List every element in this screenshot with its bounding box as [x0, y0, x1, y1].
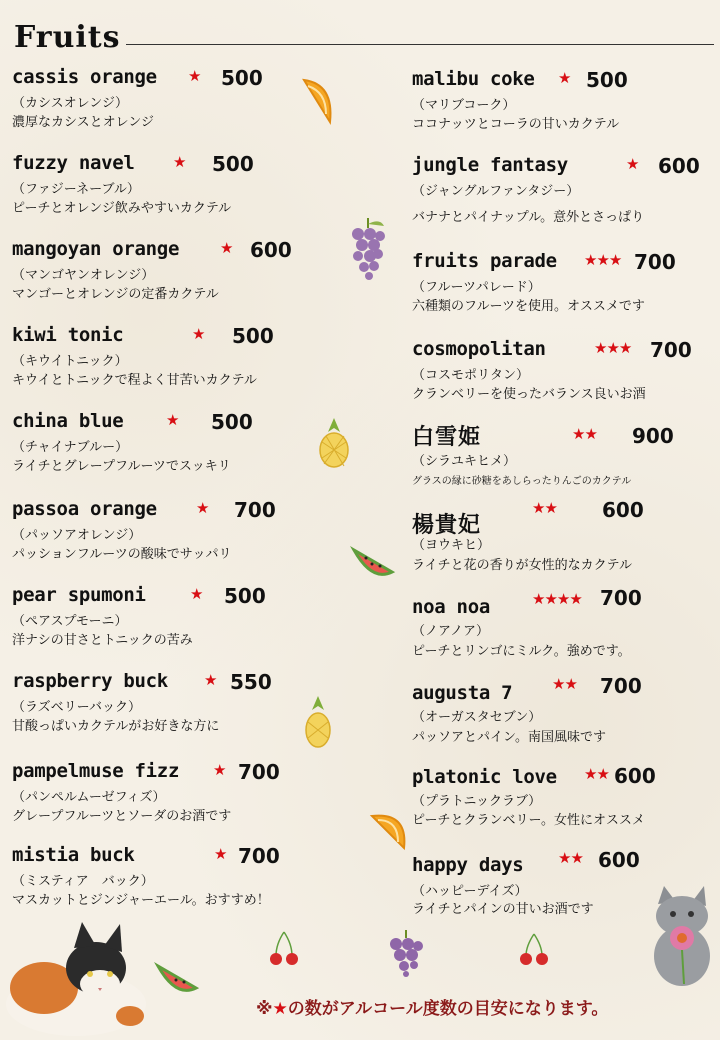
- note-text: の数がアルコール度数の目安になります。: [287, 999, 609, 1019]
- grey-cat-with-flower-icon: [640, 886, 720, 986]
- menu-header: [14, 18, 704, 62]
- orange-slice-icon: [296, 74, 338, 126]
- drink-name: 白雪姫: [412, 424, 482, 450]
- drink-reading: （マリブコーク）: [412, 98, 516, 113]
- alcohol-strength-note: [256, 994, 608, 1019]
- strength-stars: ★: [190, 585, 203, 603]
- drink-reading: （ヨウキヒ）: [412, 538, 491, 553]
- drink-description: グレープフルーツとソーダのお酒です: [12, 809, 232, 824]
- drink-description: ライチとグレープフルーツでスッキリ: [12, 459, 231, 474]
- drink-name: platonic love: [412, 766, 557, 788]
- menu-item: [12, 844, 402, 924]
- grapes-icon: [348, 216, 388, 282]
- drink-reading: （ノアノア）: [412, 624, 489, 639]
- strength-stars: ★: [626, 155, 639, 173]
- drink-price: 600: [658, 154, 700, 178]
- menu-item: [12, 670, 402, 750]
- grapes-icon: [384, 928, 428, 978]
- drink-price: 500: [232, 324, 274, 348]
- menu-item: [12, 760, 402, 840]
- strength-stars: ★★: [572, 425, 597, 443]
- drink-name: fruits parade: [412, 250, 557, 272]
- drink-name: 楊貴妃: [412, 512, 482, 538]
- drink-reading: （ペアスプモーニ）: [12, 614, 128, 629]
- note-prefix: ※: [256, 999, 273, 1019]
- drink-reading: （コスモポリタン）: [412, 368, 530, 383]
- strength-stars: ★★★★: [532, 590, 582, 608]
- drink-name: pear spumoni: [12, 584, 146, 606]
- menu-item: [412, 250, 712, 330]
- drink-price: 900: [632, 424, 674, 448]
- strength-stars: ★: [196, 499, 209, 517]
- strength-stars: ★★: [584, 765, 609, 783]
- orange-slice-icon: [368, 808, 410, 852]
- menu-item: [412, 498, 712, 578]
- strength-stars: ★★: [552, 675, 577, 693]
- star-icon: ★: [272, 999, 288, 1019]
- strength-stars: ★: [192, 325, 205, 343]
- drink-name: cassis orange: [12, 66, 157, 88]
- drink-price: 700: [238, 760, 280, 784]
- page-title: Fruits: [14, 20, 121, 55]
- drink-description: マスカットとジンジャーエール。おすすめ！: [12, 893, 270, 908]
- drink-name: malibu coke: [412, 68, 535, 90]
- drink-reading: （ラズベリーバック）: [12, 700, 141, 715]
- drink-reading: （オーガスタセブン）: [412, 710, 542, 725]
- strength-stars: ★: [220, 239, 233, 257]
- drink-description: ココナッツとコーラの甘いカクテル: [412, 117, 620, 132]
- drink-description: ピーチとリンゴにミルク。強めです。: [412, 644, 631, 659]
- drink-description: ライチとパインの甘いお酒です: [412, 902, 594, 917]
- drink-price: 500: [221, 66, 263, 90]
- drink-reading: （チャイナブルー）: [12, 440, 129, 455]
- strength-stars: ★★: [558, 849, 583, 867]
- cherries-icon: [266, 928, 302, 968]
- strength-stars: ★: [204, 671, 217, 689]
- drink-reading: （ミスティア バック）: [12, 874, 154, 889]
- drink-name: mistia buck: [12, 844, 135, 866]
- menu-item: [412, 674, 712, 754]
- menu-item: [412, 424, 712, 504]
- header-divider: [126, 44, 714, 45]
- drink-price: 600: [614, 764, 656, 788]
- strength-stars: ★: [188, 67, 201, 85]
- drink-description: グラスの縁に砂糖をあしらったりんごのカクテル: [412, 476, 632, 487]
- drink-reading: （パッソアオレンジ）: [12, 528, 142, 543]
- drink-price: 700: [600, 586, 642, 610]
- drink-reading: （マンゴヤンオレンジ）: [12, 268, 155, 283]
- drink-name: raspberry buck: [12, 670, 168, 692]
- drink-description: キウイとトニックで程よく甘苦いカクテル: [12, 373, 257, 388]
- drink-reading: （ハッピーデイズ）: [412, 884, 528, 899]
- drink-description: パッソアとパイン。南国風味です: [412, 730, 606, 745]
- drink-description: 甘酸っぱいカクテルがお好きな方に: [12, 719, 220, 734]
- drink-description: 濃厚なカシスとオレンジ: [12, 115, 154, 130]
- drink-name: kiwi tonic: [12, 324, 124, 346]
- drink-price: 600: [602, 498, 644, 522]
- strength-stars: ★★★: [584, 251, 622, 269]
- drink-reading: （カシスオレンジ）: [12, 96, 128, 111]
- drink-price: 500: [212, 152, 254, 176]
- drink-description: ピーチとクランベリー。女性にオススメ: [412, 813, 645, 828]
- drink-name: pampelmuse fizz: [12, 760, 180, 782]
- drink-name: augusta 7: [412, 682, 513, 704]
- pineapple-icon: [314, 418, 354, 468]
- pineapple-icon: [302, 696, 334, 750]
- drink-name: noa noa: [412, 596, 490, 618]
- drink-price: 500: [586, 68, 628, 92]
- strength-stars: ★★: [532, 499, 557, 517]
- strength-stars: ★: [214, 845, 227, 863]
- drink-name: cosmopolitan: [412, 338, 546, 360]
- drink-price: 550: [230, 670, 272, 694]
- drink-price: 700: [600, 674, 642, 698]
- strength-stars: ★: [558, 69, 571, 87]
- drink-description: ピーチとオレンジ飲みやすいカクテル: [12, 201, 232, 216]
- drink-price: 500: [224, 584, 266, 608]
- menu-item: [412, 764, 712, 844]
- drink-description: マンゴーとオレンジの定番カクテル: [12, 287, 219, 302]
- drink-price: 700: [234, 498, 276, 522]
- menu-item: [12, 498, 402, 578]
- drink-reading: （シラユキヒメ）: [412, 454, 517, 469]
- drink-price: 700: [238, 844, 280, 868]
- cherries-icon: [514, 932, 554, 968]
- watermelon-slice-icon: [154, 958, 200, 998]
- drink-reading: （キウイトニック）: [12, 354, 128, 369]
- drink-name: passoa orange: [12, 498, 157, 520]
- drink-price: 500: [211, 410, 253, 434]
- drink-name: happy days: [412, 854, 524, 876]
- drink-description: 六種類のフルーツを使用。オススメです: [412, 299, 645, 314]
- calico-cat-icon: [4, 918, 154, 1036]
- drink-description: バナナとパイナップル。意外とさっぱり: [412, 210, 645, 225]
- strength-stars: ★: [213, 761, 226, 779]
- menu-item: [412, 338, 712, 418]
- drink-description: クランベリーを使ったバランス良いお酒: [412, 387, 646, 402]
- menu-item: [12, 152, 402, 232]
- drink-price: 700: [650, 338, 692, 362]
- menu-item: [12, 324, 402, 404]
- strength-stars: ★: [166, 411, 179, 429]
- menu-item: [412, 154, 712, 234]
- drink-description: 洋ナシの甘さとトニックの苦み: [12, 633, 193, 648]
- watermelon-slice-icon: [350, 542, 396, 582]
- drink-name: fuzzy navel: [12, 152, 135, 174]
- drink-name: jungle fantasy: [412, 154, 568, 176]
- drink-description: ライチと花の香りが女性的なカクテル: [412, 558, 632, 573]
- drink-description: パッションフルーツの酸味でサッパリ: [12, 547, 232, 562]
- menu-item: [12, 584, 402, 664]
- menu-item: [12, 66, 402, 146]
- strength-stars: ★: [173, 153, 186, 171]
- menu-item: [412, 68, 712, 148]
- drink-reading: （パンペルムーゼフィズ）: [12, 790, 166, 805]
- menu-item: [12, 238, 402, 318]
- drink-reading: （ジャングルファンタジー）: [412, 184, 580, 199]
- strength-stars: ★★★: [594, 339, 632, 357]
- drink-reading: （フルーツパレード）: [412, 280, 541, 295]
- drink-reading: （プラトニックラブ）: [412, 794, 542, 809]
- drink-name: mangoyan orange: [12, 238, 180, 260]
- drink-price: 600: [598, 848, 640, 872]
- drink-reading: （ファジーネーブル）: [12, 182, 140, 197]
- drink-name: china blue: [12, 410, 124, 432]
- drink-price: 700: [634, 250, 676, 274]
- menu-item: [412, 586, 712, 666]
- drink-price: 600: [250, 238, 292, 262]
